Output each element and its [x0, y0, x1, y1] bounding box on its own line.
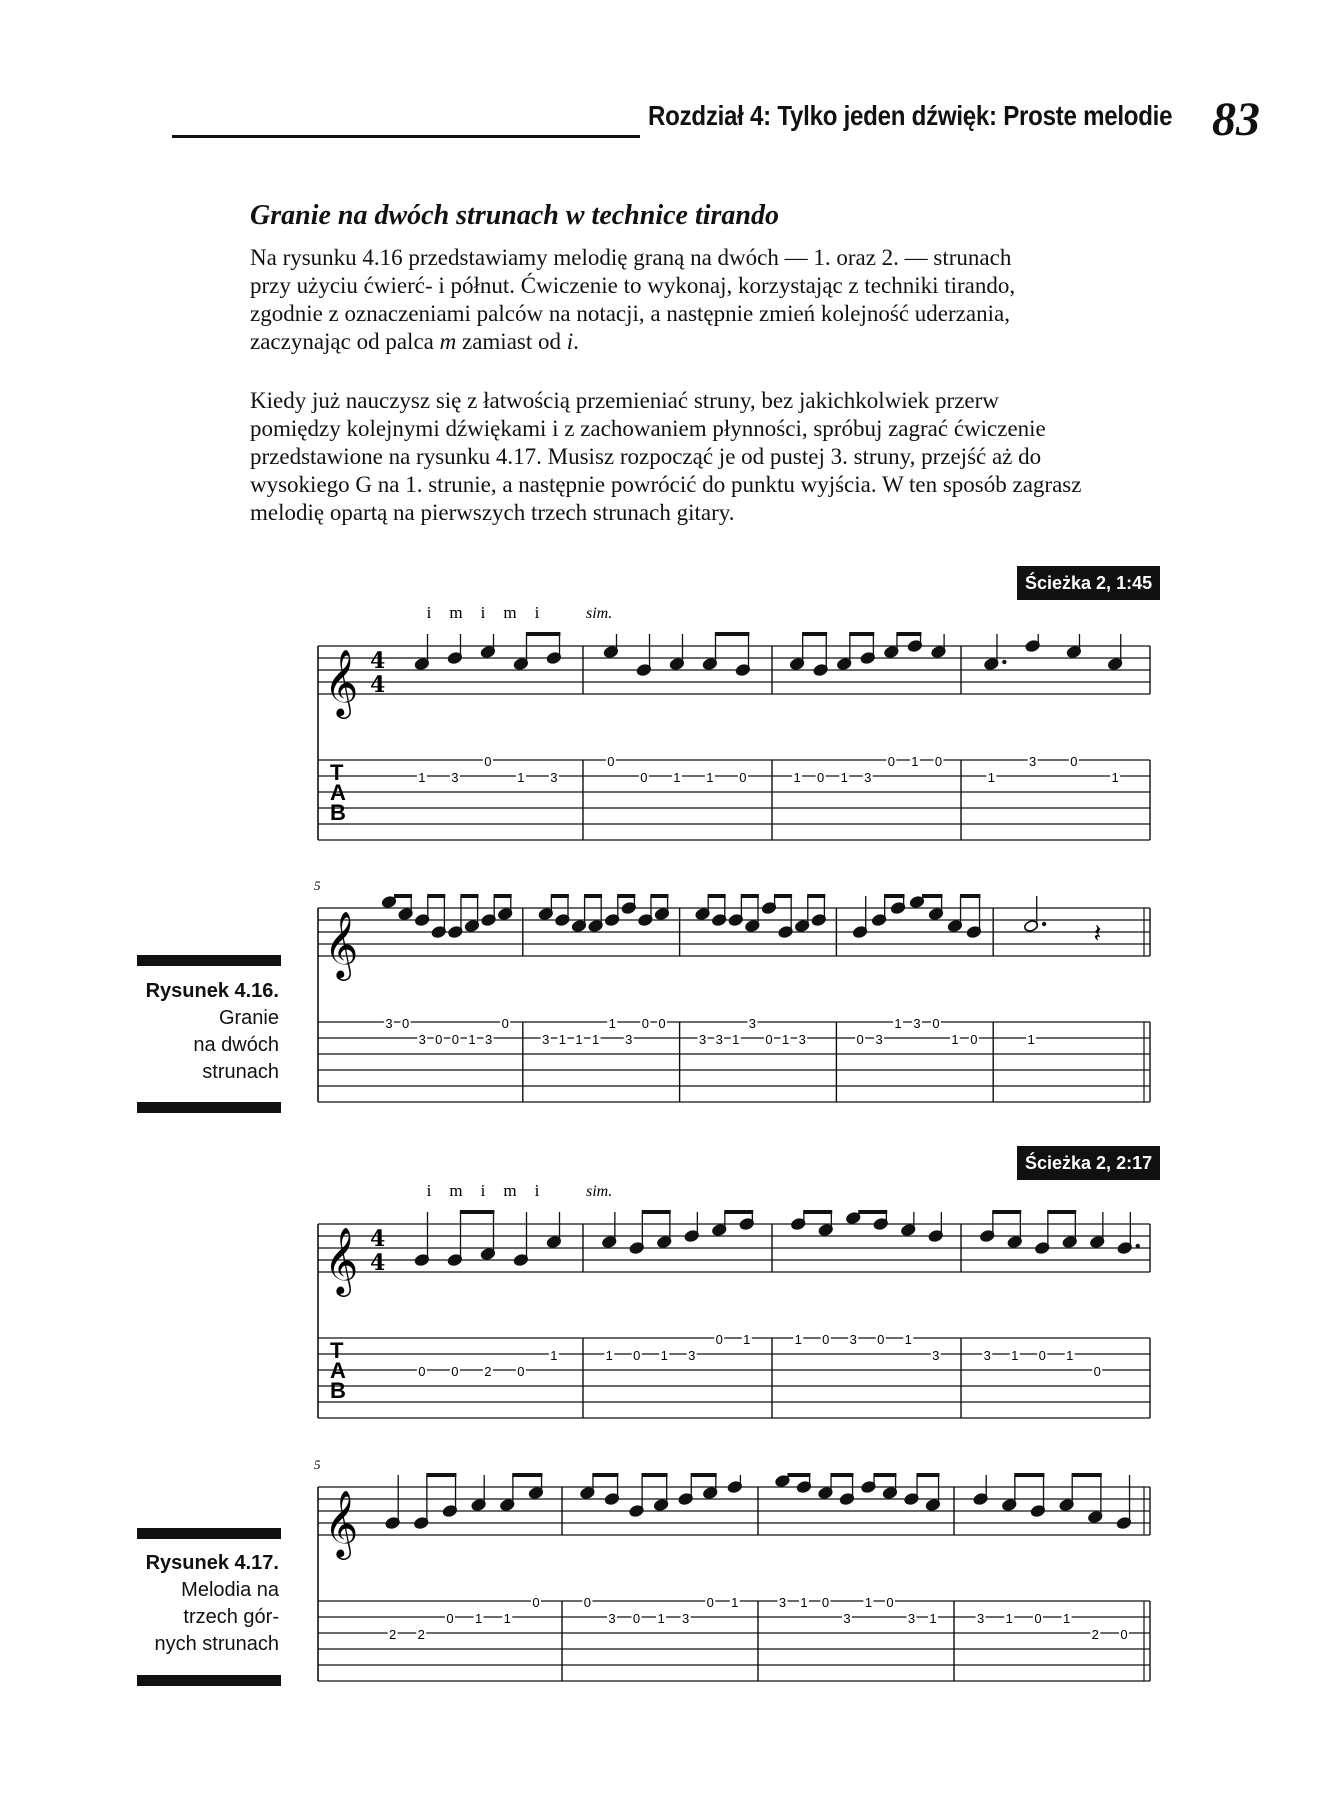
- tab-number: 3: [451, 770, 459, 785]
- tab-number: 3: [778, 1595, 787, 1610]
- beam: [426, 1473, 456, 1477]
- tab-number: 3: [864, 770, 872, 785]
- track-badge-1: Ścieżka 2, 1:45: [1017, 566, 1160, 600]
- beam: [787, 1473, 810, 1477]
- fingering-letter: i: [426, 1181, 432, 1200]
- paragraph-line-start: zaczynając od palca: [250, 329, 440, 354]
- tab-number: 3: [418, 1032, 426, 1047]
- tab-number: 0: [435, 1032, 443, 1047]
- tab-number: 0: [934, 754, 943, 769]
- tab-number: 3: [698, 1032, 707, 1047]
- caption-line: Melodia na: [181, 1579, 279, 1601]
- tab-number: 0: [886, 1595, 894, 1610]
- tab-number: 3: [608, 1611, 616, 1626]
- tab-number: 1: [1066, 1348, 1074, 1363]
- tab-number: 1: [987, 770, 995, 785]
- tab-number: 0: [822, 1332, 830, 1347]
- tab-number: 0: [446, 1611, 454, 1626]
- treble-clef-icon: 𝄞: [324, 1226, 359, 1294]
- tab-number: 2: [417, 1627, 425, 1642]
- time-signature-bottom: 4: [370, 1250, 386, 1276]
- tab-number: 3: [875, 1032, 883, 1047]
- tab-letter: A: [330, 780, 346, 805]
- tab-number: 1: [793, 770, 801, 785]
- tab-number: 1: [781, 1032, 790, 1047]
- fingering-letter: i: [480, 603, 486, 622]
- paragraph-line: Kiedy już nauczysz się z łatwością przemieniać struny, bez jakichkolwiek przerw: [250, 388, 999, 413]
- tab-number: 1: [894, 1016, 902, 1031]
- beam: [460, 894, 478, 898]
- tab-number: 3: [688, 1348, 696, 1363]
- tab-number: 0: [451, 1032, 459, 1047]
- tab-number: 0: [583, 1595, 591, 1610]
- tab-number: 1: [575, 1032, 583, 1047]
- fingering-letter: i: [480, 1181, 486, 1200]
- beam: [724, 1210, 753, 1214]
- time-signature-top: 4: [370, 1226, 386, 1252]
- tab-number: 0: [640, 770, 648, 785]
- beam: [807, 894, 825, 898]
- tab-number: 0: [401, 1016, 410, 1031]
- time-signature-bottom: 4: [370, 672, 386, 698]
- tab-number: 1: [517, 770, 525, 785]
- tab-number: 1: [731, 1595, 739, 1610]
- tab-number: 1: [1062, 1611, 1071, 1626]
- tab-number: 1: [840, 770, 848, 785]
- beam: [1047, 1210, 1076, 1214]
- tab-number: 3: [983, 1348, 991, 1363]
- paragraph-line-end: .: [573, 329, 579, 354]
- beam: [460, 1210, 495, 1214]
- tab-number: 2: [388, 1627, 397, 1642]
- track-badge-2: Ścieżka 2, 2:17: [1017, 1146, 1160, 1180]
- tab-number: 0: [1120, 1627, 1128, 1642]
- tab-number: 3: [932, 1348, 940, 1363]
- tab-number: 1: [608, 1016, 616, 1031]
- tab-number: 1: [800, 1595, 808, 1610]
- treble-clef-icon: 𝄞: [324, 1489, 359, 1557]
- tab-number: 3: [976, 1611, 985, 1626]
- tab-number: 1: [1011, 1348, 1019, 1363]
- beam: [551, 894, 569, 898]
- tab-number: 1: [673, 770, 681, 785]
- caption-line: trzech gór-: [183, 1606, 279, 1628]
- tab-number: 3: [682, 1611, 690, 1626]
- tab-number: 1: [743, 1332, 751, 1347]
- tab-number: 1: [605, 1348, 613, 1363]
- beam: [1072, 1473, 1102, 1477]
- tab-number: 3: [385, 1016, 393, 1031]
- dot: [1002, 660, 1006, 664]
- tab-number: 3: [843, 1611, 851, 1626]
- tab-number: 0: [1093, 1364, 1101, 1379]
- beam: [512, 1473, 542, 1477]
- paragraph-line: wysokiego G na 1. strunie, a następnie powrócić do punktu wyjścia. W ten sposób zagrasz: [250, 472, 1082, 497]
- beam: [526, 632, 561, 636]
- tab-number: 0: [517, 1364, 525, 1379]
- page-number: 83: [1212, 93, 1260, 146]
- tab-number: 0: [658, 1016, 666, 1031]
- tab-number: 1: [418, 770, 426, 785]
- tab-number: 3: [715, 1032, 723, 1047]
- dot: [1136, 1244, 1140, 1248]
- beam: [830, 1473, 853, 1477]
- tab-number: 0: [641, 1016, 649, 1031]
- tab-number: 3: [849, 1332, 857, 1347]
- paragraph-line-mid: zamiast od: [456, 329, 567, 354]
- beam: [741, 894, 759, 898]
- paragraph-line: pomiędzy kolejnymi dźwiękami i z zachowaniem płynności, spróbuj zagrać ćwiczenie: [250, 416, 1046, 441]
- fingering-letter: m: [503, 603, 517, 622]
- paragraph-line: melodię opartą na pierwszych trzech strunach gitary.: [250, 500, 735, 525]
- tab-number: 0: [1070, 754, 1078, 769]
- tab-number: 0: [418, 1364, 426, 1379]
- quarter-rest-icon: 𝄽: [1093, 919, 1102, 949]
- tab-number: 1: [951, 1032, 959, 1047]
- tab-number: 1: [550, 1348, 558, 1363]
- caption-number: Rysunek 4.16.: [145, 980, 279, 1002]
- tab-number: 3: [625, 1032, 633, 1047]
- sim-marking: sim.: [586, 1183, 613, 1200]
- fingering-letter: m: [449, 1181, 463, 1200]
- caption-line: nych strunach: [154, 1633, 279, 1655]
- tab-number: 3: [913, 1016, 921, 1031]
- tab-number: 1: [706, 770, 714, 785]
- beam: [774, 894, 792, 898]
- beam: [802, 632, 827, 636]
- tab-number: 0: [821, 1595, 830, 1610]
- tab-number: 0: [501, 1016, 509, 1031]
- beam: [642, 1473, 668, 1477]
- running-title: Rozdział 4: Tylko jeden dźwięk: Proste melodie: [648, 100, 1173, 131]
- beam: [803, 1210, 832, 1214]
- treble-clef-icon: 𝄞: [324, 910, 359, 978]
- paragraph-line: przy użyciu ćwierć- i półnut. Ćwiczenie to wykonaj, korzystając z techniki tirando,: [250, 273, 1016, 298]
- beam: [896, 632, 921, 636]
- beam: [691, 1473, 717, 1477]
- caption-line: na dwóch: [193, 1034, 279, 1056]
- tab-number: 0: [1034, 1611, 1042, 1626]
- tab-number: 0: [932, 1016, 940, 1031]
- beam: [494, 894, 512, 898]
- tab-number: 0: [887, 754, 895, 769]
- tab-number: 0: [632, 1611, 641, 1626]
- tab-number: 1: [558, 1032, 566, 1047]
- tab-letter: T: [330, 760, 344, 785]
- paragraph-line: przedstawione na rysunku 4.17. Musisz rozpocząć je od pustej 3. struny, przejść aż do: [250, 444, 1042, 469]
- tab-number: 1: [911, 754, 919, 769]
- tab-number: 0: [1038, 1348, 1046, 1363]
- beam: [427, 894, 445, 898]
- beam: [916, 1473, 939, 1477]
- beam: [617, 894, 635, 898]
- measure-number: 5: [314, 878, 321, 893]
- tab-number: 1: [503, 1611, 511, 1626]
- tab-number: 3: [484, 1032, 493, 1047]
- beam: [960, 894, 980, 898]
- tab-number: 0: [856, 1032, 864, 1047]
- tab-number: 1: [468, 1032, 476, 1047]
- beam: [1014, 1473, 1044, 1477]
- fingering-letter: i: [426, 603, 432, 622]
- emphasis-i: i: [566, 329, 574, 354]
- tab-number: 0: [739, 770, 747, 785]
- caption-line: Granie: [218, 1007, 279, 1029]
- tab-number: 1: [1027, 1032, 1035, 1047]
- beam: [858, 1210, 887, 1214]
- tab-number: 0: [484, 754, 492, 769]
- tab-number: 3: [907, 1611, 916, 1626]
- tab-number: 1: [657, 1611, 665, 1626]
- beam: [708, 894, 726, 898]
- tab-number: 3: [1029, 754, 1037, 769]
- section-title: Granie na dwóch strunach w technice tirando: [250, 200, 779, 231]
- tab-number: 1: [660, 1348, 668, 1363]
- sim-marking: sim.: [586, 605, 613, 622]
- tab-number: 1: [904, 1332, 912, 1347]
- beam: [922, 894, 942, 898]
- beam: [650, 894, 668, 898]
- tab-number: 1: [474, 1611, 483, 1626]
- tab-number: 3: [748, 1016, 756, 1031]
- tab-number: 0: [706, 1595, 714, 1610]
- tab-number: 3: [542, 1032, 550, 1047]
- fingering-letter: i: [534, 603, 540, 622]
- tab-number: 0: [607, 754, 615, 769]
- fingering-letter: i: [534, 1181, 540, 1200]
- tab-number: 0: [451, 1364, 459, 1379]
- tab-letter: B: [330, 1378, 346, 1403]
- caption-line: strunach: [202, 1061, 279, 1083]
- treble-clef-icon: 𝄞: [324, 648, 359, 716]
- emphasis-m: m: [439, 329, 457, 354]
- tab-number: 0: [715, 1332, 723, 1347]
- fingering-letter: m: [449, 603, 463, 622]
- paragraph-line: Na rysunku 4.16 przedstawiamy melodię graną na dwóch — 1. oraz 2. — strunach: [250, 245, 1012, 270]
- fingering-letter: m: [503, 1181, 517, 1200]
- beam: [592, 1473, 618, 1477]
- tab-number: 1: [929, 1611, 937, 1626]
- beam: [394, 894, 412, 898]
- time-signature-top: 4: [370, 648, 386, 674]
- tab-number: 1: [794, 1332, 802, 1347]
- tab-number: 0: [633, 1348, 641, 1363]
- tab-number: 0: [765, 1032, 773, 1047]
- tab-number: 0: [970, 1032, 978, 1047]
- dot: [1042, 922, 1046, 926]
- tab-number: 0: [877, 1332, 885, 1347]
- tab-number: 1: [1005, 1611, 1013, 1626]
- tab-number: 3: [798, 1032, 806, 1047]
- tab-number: 1: [732, 1032, 740, 1047]
- tab-number: 0: [532, 1595, 540, 1610]
- tab-number: 1: [591, 1032, 600, 1047]
- measure-number: 5: [314, 1457, 321, 1472]
- tab-letter: A: [330, 1358, 346, 1383]
- caption-number: Rysunek 4.17.: [145, 1552, 279, 1574]
- tab-number: 2: [1091, 1627, 1099, 1642]
- beam: [849, 632, 874, 636]
- beam: [642, 1210, 671, 1214]
- tab-number: 1: [1111, 770, 1119, 785]
- beam: [992, 1210, 1021, 1214]
- beam: [884, 894, 904, 898]
- beam: [873, 1473, 896, 1477]
- tab-number: 0: [817, 770, 825, 785]
- tab-letter: T: [330, 1338, 344, 1363]
- paragraph-line: zgodnie z oznaczeniami palców na notacji, a następnie zmień kolejność uderzania,: [250, 301, 1010, 326]
- beam: [715, 632, 750, 636]
- tab-letter: B: [330, 800, 346, 825]
- beam: [584, 894, 602, 898]
- tab-number: 2: [484, 1364, 492, 1379]
- tab-number: 3: [550, 770, 558, 785]
- tab-number: 1: [864, 1595, 873, 1610]
